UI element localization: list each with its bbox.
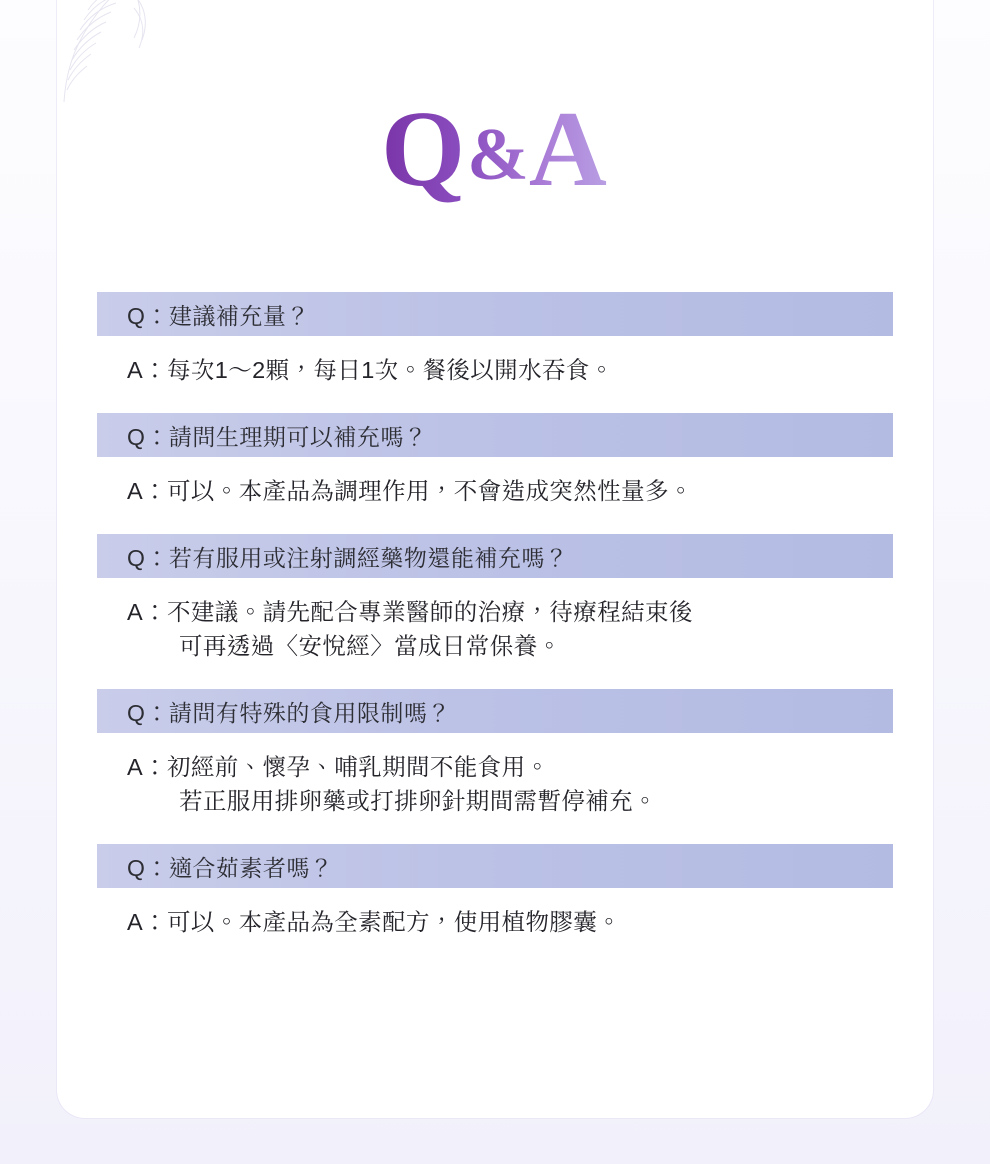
- faq-question-bar: [97, 534, 893, 578]
- faq-question-bar: [97, 844, 893, 888]
- faq-answer-line: A：可以。本產品為全素配方，使用植物膠囊。: [127, 909, 622, 936]
- faq-answer-line: 若正服用排卵藥或打排卵針期間需暫停補充。: [179, 788, 657, 815]
- faq-answer-block: [97, 578, 893, 683]
- faq-answer-line: A：不建議。請先配合專業醫師的治療，待療程結束後: [127, 599, 693, 626]
- title-q: Q: [381, 90, 468, 209]
- faq-question-text: Q：若有服用或注射調經藥物還能補充嗎？: [127, 544, 569, 571]
- faq-item: [97, 689, 893, 838]
- faq-answer-block: [97, 888, 893, 959]
- faq-answer-block: [97, 457, 893, 528]
- faq-question-text: Q：建議補充量？: [127, 302, 310, 329]
- faq-list: [97, 292, 893, 965]
- faq-item: [97, 413, 893, 528]
- faq-answer-line: A：每次1～2顆，每日1次。餐後以開水吞食。: [127, 357, 614, 383]
- faq-question-bar: [97, 413, 893, 457]
- faq-item: [97, 534, 893, 683]
- faq-question-bar: [97, 689, 893, 733]
- faq-item: [97, 844, 893, 959]
- faq-question-text: Q：請問有特殊的食用限制嗎？: [127, 699, 451, 726]
- faq-answer-line: 可再透過〈安悅經〉當成日常保養。: [179, 633, 562, 660]
- faq-question-bar: [97, 292, 893, 336]
- page-title: [0, 90, 990, 209]
- title-a: A: [528, 90, 609, 209]
- faq-answer-block: [97, 733, 893, 838]
- faq-question-text: Q：適合茹素者嗎？: [127, 854, 334, 881]
- faq-question-text: Q：請問生理期可以補充嗎？: [127, 423, 428, 450]
- faq-answer-line: A：初經前、懷孕、哺乳期間不能食用。: [127, 754, 550, 781]
- faq-answer-block: [97, 336, 893, 407]
- title-ampersand: &: [467, 114, 529, 196]
- faq-item: [97, 292, 893, 407]
- faq-answer-line: A：可以。本產品為調理作用，不會造成突然性量多。: [127, 478, 693, 505]
